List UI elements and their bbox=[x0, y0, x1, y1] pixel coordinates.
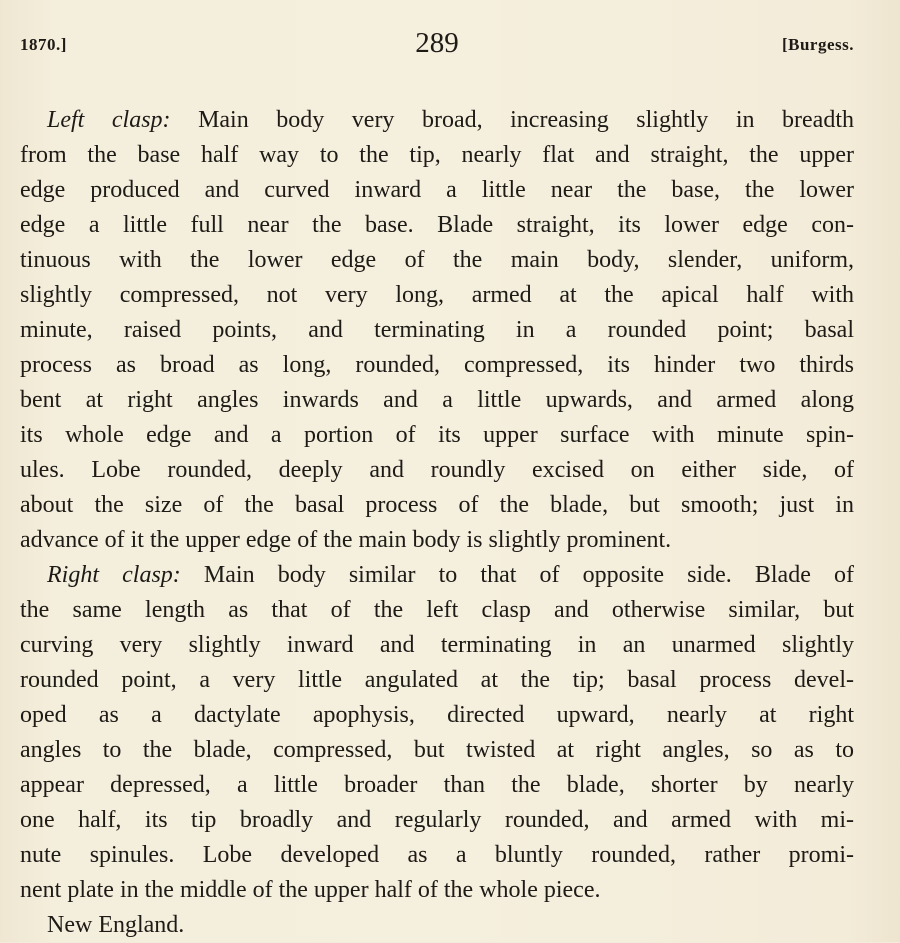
text-line: edge a little full near the base. Blade straight, its lower edge con- bbox=[20, 212, 854, 238]
text-line bbox=[20, 103, 854, 138]
text-line: minute, raised points, and terminating in a rounded point; basal bbox=[20, 317, 854, 343]
header-year: 1870.] bbox=[20, 35, 67, 54]
text-line: ules. Lobe rounded, deeply and roundly excised on either side, of bbox=[20, 457, 854, 483]
text-line: bent at right angles inwards and a little upwards, and armed along bbox=[20, 387, 854, 413]
body-text bbox=[20, 103, 854, 943]
left-clasp-label: Left clasp: bbox=[47, 107, 171, 133]
text-line: nute spinules. Lobe developed as a bluntly rounded, rather promi- bbox=[20, 842, 854, 868]
line-text: Main body similar to that of opposite side. Blade of bbox=[180, 562, 854, 588]
text-line: the same length as that of the left clasp and otherwise similar, but bbox=[20, 597, 854, 623]
text-line: tinuous with the lower edge of the main body, slender, uniform, bbox=[20, 247, 854, 273]
text-line: from the base half way to the tip, nearly flat and straight, the upper bbox=[20, 142, 854, 168]
text-line: about the size of the basal process of the blade, but smooth; just in bbox=[20, 492, 854, 518]
text-line: advance of it the upper edge of the main body is slightly prominent. bbox=[20, 527, 672, 553]
text-line: angles to the blade, compressed, but twisted at right angles, so as to bbox=[20, 737, 854, 763]
right-clasp-label: Right clasp: bbox=[47, 562, 181, 588]
text-line: edge produced and curved inward a little near the base, the lower bbox=[20, 177, 854, 203]
text-line: oped as a dactylate apophysis, directed upward, nearly at right bbox=[20, 702, 854, 728]
page-number: 289 bbox=[415, 27, 459, 59]
text-line: process as broad as long, rounded, compressed, its hinder two thirds bbox=[20, 352, 854, 378]
header-author: [Burgess. bbox=[781, 35, 854, 54]
text-line: its whole edge and a portion of its upper surface with minute spin- bbox=[20, 422, 854, 448]
text-line: appear depressed, a little broader than the blade, shorter by nearly bbox=[20, 772, 854, 798]
running-header bbox=[20, 28, 854, 64]
text-line: nent plate in the middle of the upper half of the whole piece. bbox=[20, 877, 601, 903]
line-text: Main body very broad, increasing slightly in breadth bbox=[170, 107, 854, 133]
text-line: slightly compressed, not very long, armed at the apical half with bbox=[20, 282, 854, 308]
text-line: rounded point, a very little angulated at the tip; basal process devel- bbox=[20, 667, 854, 693]
text-line: curving very slightly inward and terminating in an unarmed slightly bbox=[20, 632, 854, 658]
text-line: New England. bbox=[47, 912, 185, 938]
text-line: one half, its tip broadly and regularly rounded, and armed with mi- bbox=[20, 807, 854, 833]
text-line bbox=[20, 558, 854, 593]
